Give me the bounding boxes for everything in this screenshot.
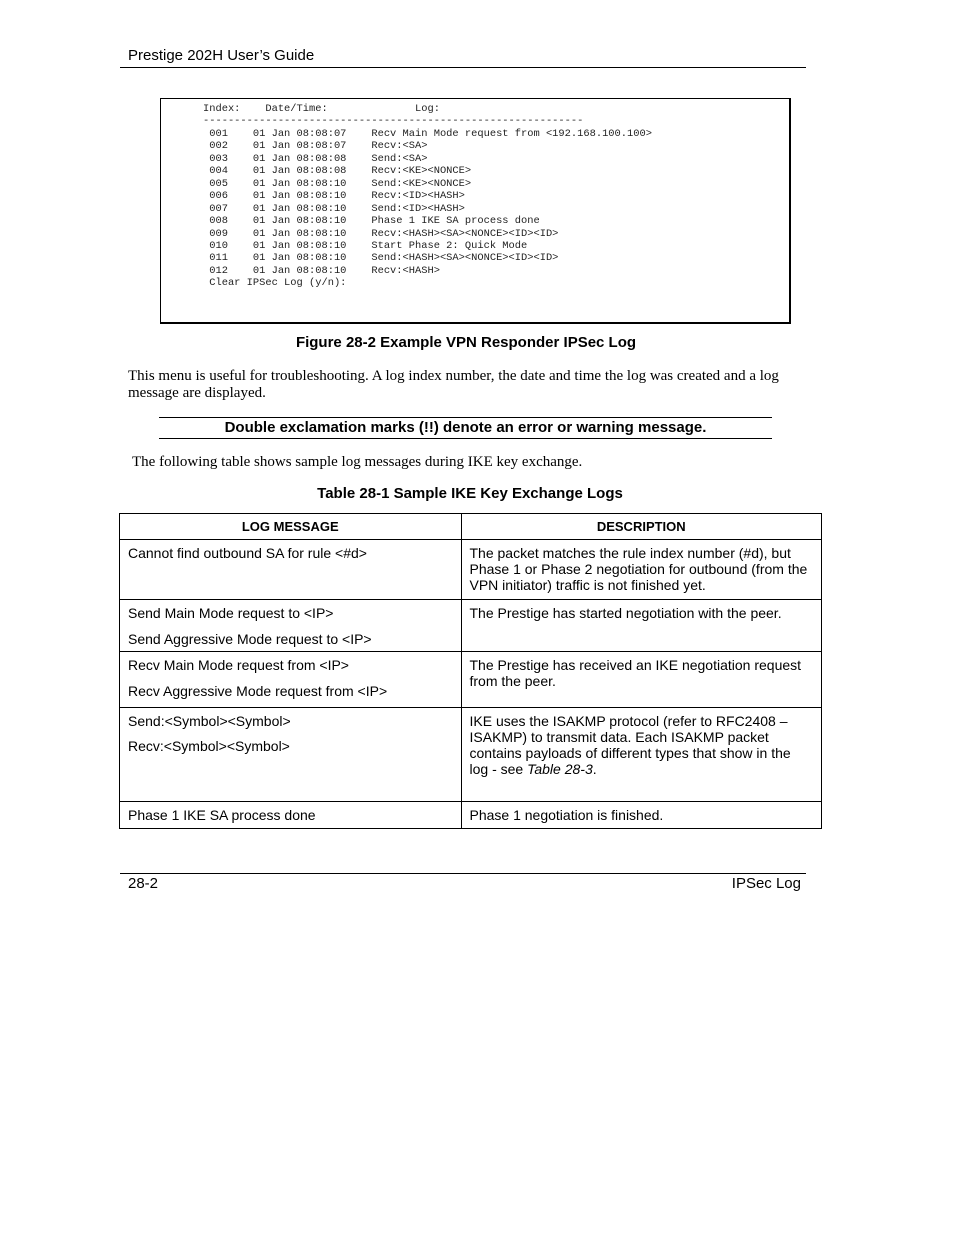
- table-row: [120, 600, 822, 652]
- description-cell: The packet matches the rule index number (#d), but Phase 1 or Phase 2 negotiation for outbound (from the VPN initiator) traffic is not finished yet.: [461, 540, 822, 600]
- page-header-title: Prestige 202H User’s Guide: [128, 47, 315, 64]
- console-line: 008 01 Jan 08:08:10 Phase 1 IKE SA process done: [209, 215, 540, 228]
- table-header-row: [120, 514, 822, 540]
- footer-section-title: IPSec Log: [731, 875, 801, 892]
- column-header-description: DESCRIPTION: [461, 514, 822, 540]
- console-line: Clear IPSec Log (y/n):: [203, 277, 347, 290]
- console-line: 007 01 Jan 08:08:10 Send:<ID><HASH>: [209, 202, 465, 215]
- console-line: 011 01 Jan 08:08:10 Send:<HASH><SA><NONCE><ID><ID>: [209, 252, 559, 265]
- log-message: Recv Aggressive Mode request from <IP>: [128, 683, 388, 699]
- log-message: Phase 1 IKE SA process done: [128, 807, 316, 823]
- warning-note: Double exclamation marks (!!) denote an error or warning message.: [159, 417, 772, 439]
- log-message: Send Main Mode request to <IP>: [128, 605, 334, 621]
- table-intro-paragraph: The following table shows sample log messages during IKE key exchange.: [132, 454, 583, 470]
- description-cell: The Prestige has received an IKE negotiation request from the peer.: [461, 652, 822, 708]
- log-message: Recv Main Mode request from <IP>: [128, 657, 349, 673]
- log-message: Send Aggressive Mode request to <IP>: [128, 631, 372, 647]
- table-caption: Table 28-1 Sample IKE Key Exchange Logs: [317, 485, 623, 502]
- description-text: IKE uses the ISAKMP protocol (refer to RFC2408 – ISAKMP) to transmit data. Each ISAKMP packet contains payloads of different types that show in the log - see: [469, 713, 791, 777]
- console-line: -------------------------------------------------------------: [203, 115, 584, 128]
- log-message: Send:<Symbol><Symbol>: [128, 713, 291, 729]
- table-row: [120, 802, 822, 829]
- description-text-end: .: [592, 761, 597, 777]
- console-line: Index: Date/Time: Log:: [203, 103, 440, 115]
- console-line: 005 01 Jan 08:08:10 Send:<KE><NONCE>: [209, 177, 472, 190]
- description-cell: Phase 1 negotiation is finished.: [461, 802, 822, 829]
- ike-log-table: [119, 513, 822, 829]
- description-cell: The Prestige has started negotiation with the peer.: [461, 600, 822, 652]
- description-cell: [461, 708, 822, 802]
- console-line: 009 01 Jan 08:08:10 Recv:<HASH><SA><NONCE><ID><ID>: [209, 227, 559, 240]
- table-row: [120, 652, 822, 708]
- log-message-cell: [120, 652, 462, 708]
- log-message-cell: [120, 540, 462, 600]
- console-line: 002 01 Jan 08:08:07 Recv:<SA>: [209, 140, 428, 153]
- console-line: 012 01 Jan 08:08:10 Recv:<HASH>: [209, 264, 440, 277]
- log-message-cell: [120, 802, 462, 829]
- log-message: Recv:<Symbol><Symbol>: [128, 738, 290, 754]
- footer-divider: [120, 873, 806, 874]
- console-line: 010 01 Jan 08:08:10 Start Phase 2: Quick Mode: [209, 239, 528, 252]
- console-line: 004 01 Jan 08:08:08 Recv:<KE><NONCE>: [209, 165, 472, 178]
- column-header-log-message: LOG MESSAGE: [120, 514, 462, 540]
- header-divider: [120, 67, 806, 68]
- log-message: Cannot find outbound SA for rule <#d>: [128, 545, 367, 561]
- ipsec-log-console: [160, 98, 791, 324]
- figure-caption: Figure 28-2 Example VPN Responder IPSec Log: [295, 334, 637, 351]
- console-line: 001 01 Jan 08:08:07 Recv Main Mode request from <192.168.100.100>: [209, 127, 652, 140]
- log-message-cell: [120, 600, 462, 652]
- console-line: 006 01 Jan 08:08:10 Recv:<ID><HASH>: [209, 190, 465, 203]
- table-reference-link[interactable]: Table 28-3: [527, 761, 593, 777]
- console-text: [203, 103, 652, 290]
- log-message-cell: [120, 708, 462, 802]
- page-number: 28-2: [128, 875, 159, 892]
- intro-paragraph: This menu is useful for troubleshooting. A log index number, the date and time the log was created and a log message are displayed.: [128, 368, 779, 401]
- console-line: 003 01 Jan 08:08:08 Send:<SA>: [209, 152, 428, 165]
- table-row: [120, 540, 822, 600]
- table-row: [120, 708, 822, 802]
